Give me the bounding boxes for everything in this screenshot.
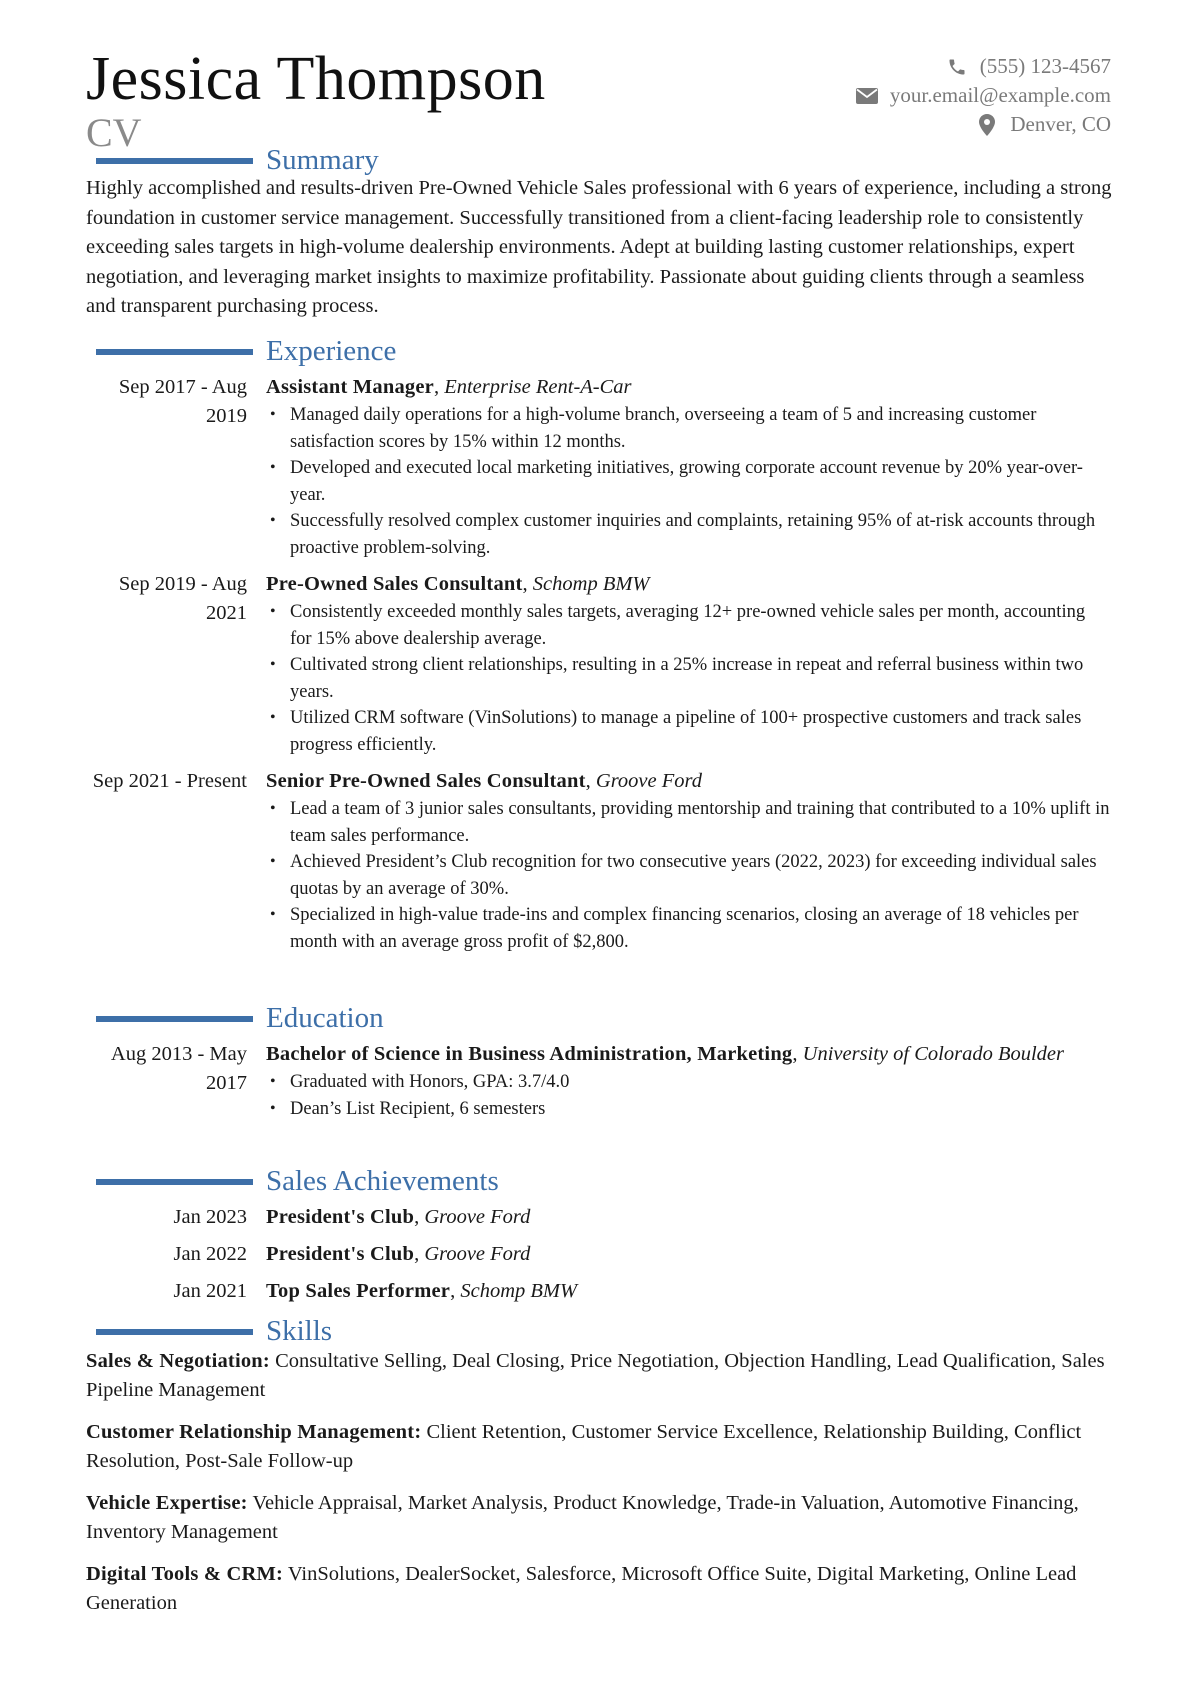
skill-group bbox=[86, 1489, 1116, 1547]
skill-values: VinSolutions, DealerSocket, Salesforce, Microsoft Office Suite, Digital Marketing, Online Lead Generation bbox=[86, 1563, 1077, 1614]
experience-entry bbox=[86, 767, 1111, 955]
entry-heading: Assistant Manager, Enterprise Rent-A-Car bbox=[266, 376, 632, 398]
section-rule bbox=[96, 158, 253, 164]
contact-block bbox=[854, 52, 1111, 139]
entry-date: Jan 2023 bbox=[173, 1206, 247, 1228]
skill-label: Digital Tools & CRM: bbox=[86, 1563, 284, 1585]
skill-values: Vehicle Appraisal, Market Analysis, Product Knowledge, Trade-in Valuation, Automotive Financing, Inventory Management bbox=[86, 1492, 1079, 1543]
award-name: President's Club bbox=[266, 1206, 415, 1228]
skill-label: Customer Relationship Management: bbox=[86, 1421, 422, 1443]
entry-heading: Senior Pre-Owned Sales Consultant, Groove Ford bbox=[266, 770, 702, 792]
section-header bbox=[86, 334, 1111, 368]
entry-body bbox=[266, 767, 1111, 955]
bullet-list bbox=[266, 402, 1111, 561]
section-header bbox=[86, 1314, 1111, 1348]
section-header bbox=[86, 1164, 1111, 1198]
experience-entry bbox=[86, 570, 1111, 758]
email-text[interactable]: your.email@example.com bbox=[889, 83, 1111, 107]
entry-heading: Top Sales Performer, Schomp BMW bbox=[266, 1280, 578, 1302]
section-rule bbox=[96, 1179, 253, 1185]
phone-text[interactable]: (555) 123-4567 bbox=[979, 54, 1111, 78]
bullet-list bbox=[266, 796, 1111, 955]
summary-section bbox=[86, 143, 1111, 322]
achievement-row bbox=[86, 1236, 1111, 1273]
entry-date: Jan 2021 bbox=[173, 1280, 247, 1302]
employer: Schomp BMW bbox=[532, 573, 650, 595]
entry-body bbox=[266, 1040, 1111, 1122]
list-item: • Utilized CRM software (VinSolutions) to manage a pipeline of 100+ prospective customers and track sales progress efficiently. bbox=[266, 705, 1111, 758]
employer: Enterprise Rent-A-Car bbox=[444, 376, 632, 398]
award-name: Top Sales Performer bbox=[266, 1280, 451, 1302]
section-rule bbox=[96, 349, 253, 355]
entry-body bbox=[266, 570, 1111, 758]
award-name: President's Club bbox=[266, 1243, 415, 1265]
entry-heading: Bachelor of Science in Business Administration, Marketing, University of Colorado Boulder bbox=[266, 1043, 1064, 1065]
award-org: Schomp BMW bbox=[460, 1280, 578, 1302]
skill-values: Consultative Selling, Deal Closing, Price Negotiation, Objection Handling, Lead Qualification, Sales Pipeline Management bbox=[86, 1350, 1105, 1401]
experience-section bbox=[86, 334, 1111, 955]
phone-icon bbox=[944, 56, 970, 78]
experience-entry bbox=[86, 373, 1111, 561]
bullet-list bbox=[266, 599, 1111, 758]
skill-values: Client Retention, Customer Service Excellence, Relationship Building, Conflict Resolution, Post-Sale Follow-up bbox=[86, 1421, 1082, 1472]
entry-date: Jan 2022 bbox=[173, 1243, 247, 1265]
envelope-icon bbox=[854, 85, 880, 107]
education-section bbox=[86, 1001, 1111, 1122]
entry-date: Sep 2017 - Aug 2019 bbox=[118, 376, 247, 427]
section-rule bbox=[96, 1016, 253, 1022]
location-text: Denver, CO bbox=[1010, 112, 1111, 136]
section-title: Summary bbox=[266, 144, 379, 176]
skills-list bbox=[86, 1347, 1116, 1618]
job-title: Senior Pre-Owned Sales Consultant bbox=[266, 770, 586, 792]
section-title: Experience bbox=[266, 335, 397, 367]
employer: Groove Ford bbox=[595, 770, 702, 792]
skill-label: Vehicle Expertise: bbox=[86, 1492, 248, 1514]
entry-date: Sep 2019 - Aug 2021 bbox=[118, 573, 247, 624]
award-org: Groove Ford bbox=[424, 1243, 531, 1265]
entry-date: Sep 2021 - Present bbox=[92, 770, 247, 792]
list-item: • Consistently exceeded monthly sales targets, averaging 12+ pre-owned vehicle sales per month, accounting for 15% above dealership average. bbox=[266, 599, 1111, 652]
skill-group bbox=[86, 1560, 1116, 1618]
list-item: • Specialized in high-value trade-ins and complex financing scenarios, closing an average of 18 vehicles per month with an average gross profit of $2,800. bbox=[266, 902, 1111, 955]
document-type: CV bbox=[86, 110, 142, 155]
bullet-list bbox=[266, 1069, 1111, 1122]
achievements-section bbox=[86, 1164, 1111, 1310]
skill-label: Sales & Negotiation: bbox=[86, 1350, 270, 1372]
summary-text: Highly accomplished and results-driven Pre-Owned Vehicle Sales professional with 6 years of experience, including a strong foundation in customer service management. Successfully transitioned from a client-facing leadership role to consistently exceeding sales targets in high-volume dealership environments. Adept at building lasting customer relationships, expert negotiation, and leveraging market insights to maximize profitability. Passionate about guiding clients through a seamless and transparent purchasing process. bbox=[86, 177, 1112, 317]
contact-phone bbox=[854, 52, 1111, 81]
list-item: • Dean’s List Recipient, 6 semesters bbox=[266, 1096, 1111, 1123]
section-title: Sales Achievements bbox=[266, 1165, 499, 1197]
entry-heading: President's Club, Groove Ford bbox=[266, 1243, 531, 1265]
list-item: • Developed and executed local marketing initiatives, growing corporate account revenue by 20% year-over-year. bbox=[266, 455, 1111, 508]
list-item: • Lead a team of 3 junior sales consultants, providing mentorship and training that contributed to a 10% uplift in team sales performance. bbox=[266, 796, 1111, 849]
section-title: Education bbox=[266, 1002, 384, 1034]
entry-body bbox=[266, 373, 1111, 561]
list-item: • Graduated with Honors, GPA: 3.7/4.0 bbox=[266, 1069, 1111, 1096]
entry-date: Aug 2013 - May 2017 bbox=[110, 1043, 247, 1094]
section-header bbox=[86, 143, 1111, 177]
candidate-name: Jessica Thompson bbox=[86, 45, 546, 113]
achievements-list bbox=[86, 1199, 1111, 1310]
education-entry bbox=[86, 1040, 1111, 1122]
job-title: Assistant Manager bbox=[266, 376, 434, 398]
degree: Bachelor of Science in Business Administration, Marketing bbox=[266, 1043, 793, 1065]
contact-location bbox=[854, 110, 1111, 139]
list-item: • Achieved President’s Club recognition for two consecutive years (2022, 2023) for exceeding individual sales quotas by an average of 30%. bbox=[266, 849, 1111, 902]
institution: University of Colorado Boulder bbox=[802, 1043, 1064, 1065]
section-header bbox=[86, 1001, 1111, 1035]
skill-group bbox=[86, 1418, 1116, 1476]
achievement-row bbox=[86, 1273, 1111, 1310]
skill-group bbox=[86, 1347, 1116, 1405]
skills-section bbox=[86, 1314, 1111, 1631]
list-item: • Managed daily operations for a high-volume branch, overseeing a team of 5 and increasing customer satisfaction scores by 15% within 12 months. bbox=[266, 402, 1111, 455]
list-item: • Cultivated strong client relationships, resulting in a 25% increase in repeat and referral business within two years. bbox=[266, 652, 1111, 705]
entry-heading: Pre-Owned Sales Consultant, Schomp BMW bbox=[266, 573, 650, 595]
job-title: Pre-Owned Sales Consultant bbox=[266, 573, 523, 595]
award-org: Groove Ford bbox=[424, 1206, 531, 1228]
contact-email bbox=[854, 81, 1111, 110]
achievement-row bbox=[86, 1199, 1111, 1236]
section-rule bbox=[96, 1329, 253, 1335]
entry-heading: President's Club, Groove Ford bbox=[266, 1206, 531, 1228]
map-pin-icon bbox=[974, 114, 1000, 136]
list-item: • Successfully resolved complex customer inquiries and complaints, retaining 95% of at-risk accounts through proactive problem-solving. bbox=[266, 508, 1111, 561]
section-title: Skills bbox=[266, 1315, 333, 1347]
